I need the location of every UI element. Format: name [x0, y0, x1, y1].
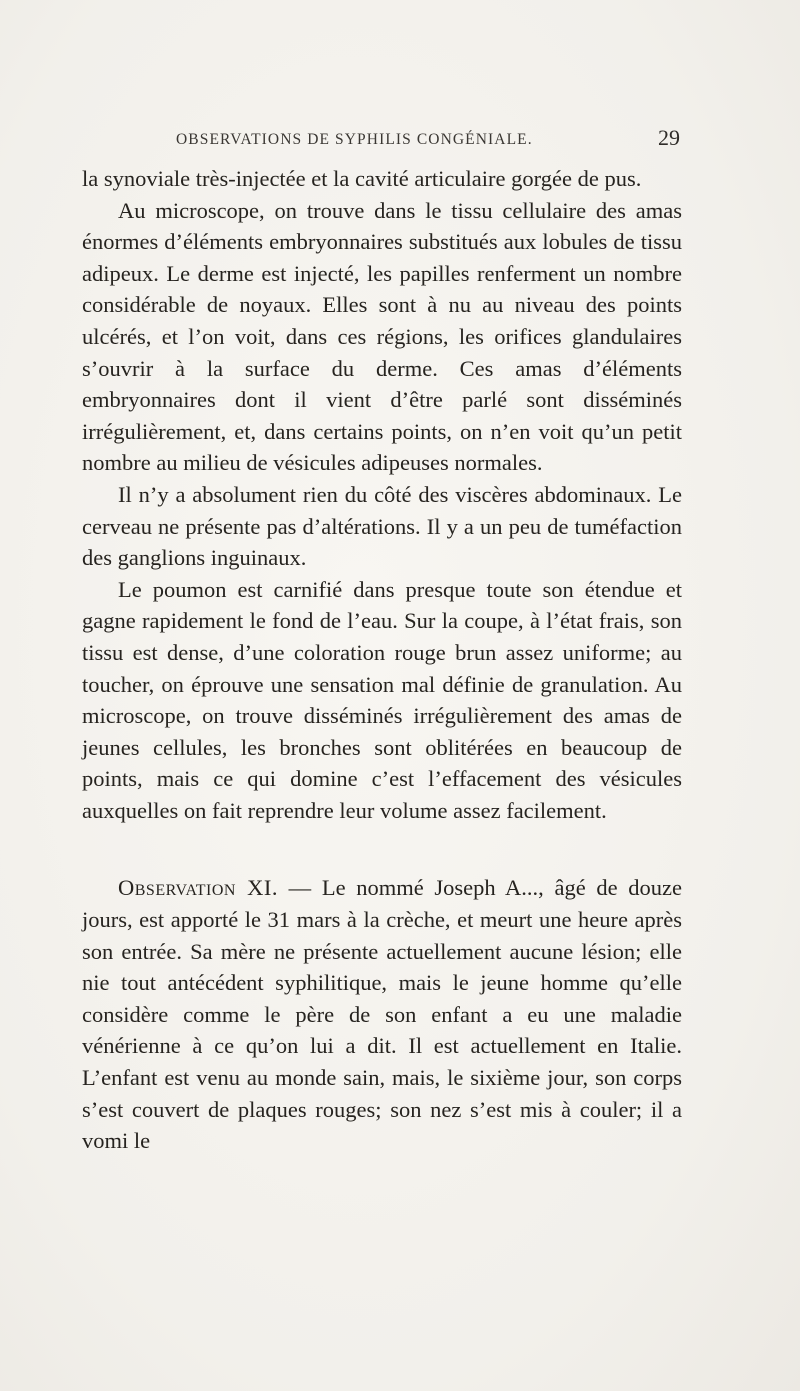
- page-number: 29: [658, 125, 680, 150]
- observation-label: Observation XI.: [118, 875, 278, 901]
- observation-paragraph: [82, 872, 682, 1156]
- paragraph-viscera: Il n’y a absolument rien du côté des viscères abdominaux. Le cerveau ne présente pas d’altérations. Il y a un peu de tuméfaction des ganglions inguinaux.: [82, 481, 682, 571]
- body-text: [82, 163, 682, 1157]
- paragraph-lung: Le poumon est carnifié dans presque toute son étendue et gagne rapidement le fond de l’eau. Sur la coupe, à l’état frais, son tissu est dense, d’une coloration rouge brun assez uniforme; au toucher, on éprouve une sensation mal définie de granulation. Au microscope, on trouve disséminés irrégulièrement des amas de jeunes cellules, les bronches sont oblitérées en beaucoup de points, mais ce qui domine c’est l’effacement des vésicules auxquelles on fait reprendre leur volume assez facilement.: [82, 576, 682, 823]
- observation-text: — Le nommé Joseph A..., âgé de douze jours, est apporté le 31 mars à la crèche, et meurt une heure après son entrée. Sa mère ne présente actuellement aucune lésion; elle nie tout antécédent syphilitique, mais le jeune homme qu’elle considère comme le père de son enfant a eu une maladie vénérienne à ce qu’on lui a dit. Il est actuellement en Italie. L’enfant est venu au monde sain, mais, le sixième jour, son corps s’est couvert de plaques rouges; son nez s’est mis à couler; il a vomi le: [82, 875, 682, 1154]
- paragraph-microscope: Au microscope, on trouve dans le tissu cellulaire des amas énormes d’éléments embryonnaires substitués aux lobules de tissu adipeux. Le derme est injecté, les papilles renferment un nombre considérable de noyaux. Elles sont à nu au niveau des points ulcérés, et l’on voit, dans ces régions, les orifices glandulaires s’ouvrir à la surface du derme. Ces amas d’éléments embryonnaires dont il vient d’être parlé sont disséminés irrégulièrement, et, dans certains points, on n’en voit qu’un petit nombre au milieu de vésicules adipeuses normales.: [82, 197, 682, 476]
- running-title: OBSERVATIONS DE SYPHILIS CONGÉNIALE.: [176, 131, 533, 148]
- page-header: [82, 127, 682, 151]
- paragraph-continuation: la synoviale très-injectée et la cavité articulaire gorgée de pus.: [82, 166, 642, 191]
